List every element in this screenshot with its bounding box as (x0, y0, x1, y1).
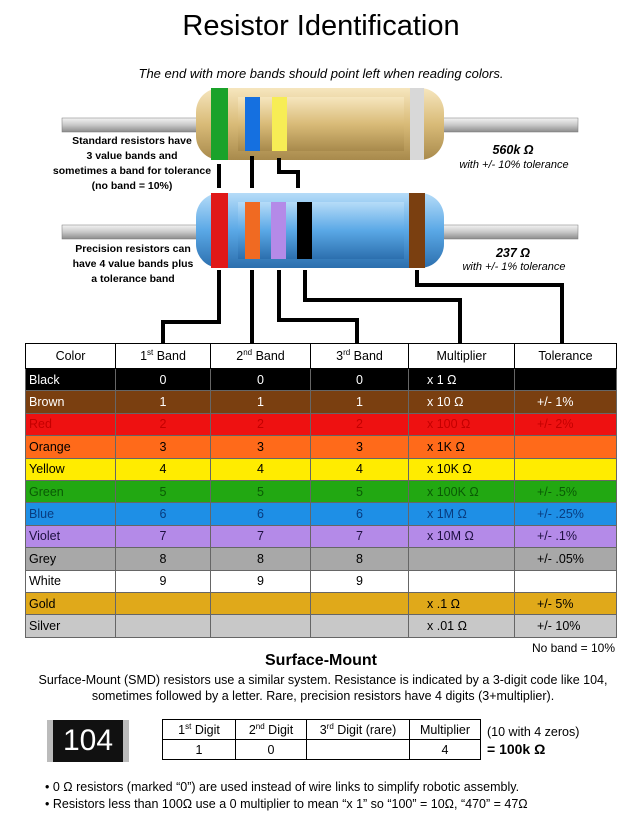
smd-header-multiplier: Multiplier (410, 720, 481, 740)
table-row (26, 391, 617, 413)
smd-title: Surface-Mount (265, 652, 377, 669)
multiplier-cell (409, 548, 515, 570)
tolerance-cell: +/- 5% (515, 592, 617, 614)
page-subtitle: The end with more bands should point left when reading colors. (138, 66, 504, 81)
band1-cell: 6 (116, 503, 211, 525)
band2-cell (211, 615, 311, 637)
table-row (26, 570, 617, 592)
color-name-cell: Brown (26, 391, 116, 413)
multiplier-cell: x 10 Ω (409, 391, 515, 413)
table-row (26, 436, 617, 458)
tolerance-cell: +/- .05% (515, 548, 617, 570)
table-row (26, 369, 617, 391)
band-empty (410, 88, 424, 160)
standard-note-line: (no band = 10%) (91, 180, 173, 192)
band3-cell: 3 (311, 436, 409, 458)
table-row (26, 548, 617, 570)
color-name-cell: Gold (26, 592, 116, 614)
standard-note-line: Standard resistors have (72, 135, 192, 147)
band1-cell (116, 615, 211, 637)
smd-description: Surface-Mount (SMD) resistors use a similar system. Resistance is indicated by a 3-digit code like 104, sometimes followed by a letter. Rare, precision resistors have 4 digits (3+multiplier). (38, 673, 608, 703)
band1-cell: 3 (116, 436, 211, 458)
band3-cell: 4 (311, 458, 409, 480)
band2-cell: 3 (211, 436, 311, 458)
smd-digit3-value (307, 740, 410, 760)
band1-cell (116, 592, 211, 614)
header-tolerance: Tolerance (515, 344, 617, 369)
standard-note-line: sometimes a band for tolerance (52, 165, 212, 177)
smd-digit1-value: 1 (163, 740, 236, 760)
table-row (26, 615, 617, 637)
multiplier-cell: x 10M Ω (409, 525, 515, 547)
header-color: Color (26, 344, 116, 369)
smd-digit2-value: 0 (236, 740, 307, 760)
standard-note (48, 134, 216, 194)
smd-digit-table (162, 719, 481, 760)
band-blue (245, 97, 260, 151)
multiplier-cell: x 100 Ω (409, 413, 515, 435)
table-row (26, 592, 617, 614)
color-name-cell: Silver (26, 615, 116, 637)
header-multiplier: Multiplier (409, 344, 515, 369)
wire-multiplier (305, 272, 460, 341)
bullet-item: • 0 Ω resistors (marked “0”) are used instead of wire links to simplify robotic assembly. (45, 780, 520, 794)
band2-cell: 7 (211, 525, 311, 547)
band3-cell (311, 615, 409, 637)
header-band1: 1st Band (116, 344, 211, 369)
band2-cell: 9 (211, 570, 311, 592)
left-lead (62, 118, 200, 132)
band2-cell: 6 (211, 503, 311, 525)
band2-cell: 1 (211, 391, 311, 413)
band1-cell: 4 (116, 458, 211, 480)
tolerance-cell: +/- 1% (515, 391, 617, 413)
band-black (297, 202, 312, 259)
color-name-cell: White (26, 570, 116, 592)
band-red (211, 193, 228, 268)
smd-result: = 100k Ω (487, 741, 546, 757)
band2-cell: 5 (211, 480, 311, 502)
page-title: Resistor Identification (182, 10, 460, 42)
band2-cell (211, 592, 311, 614)
table-header-row (26, 344, 617, 369)
smd-zeros-note: (10 with 4 zeros) (487, 725, 580, 739)
multiplier-cell: x .1 Ω (409, 592, 515, 614)
table-row (26, 525, 617, 547)
band3-cell: 1 (311, 391, 409, 413)
smd-header-row (163, 720, 481, 740)
band-orange (245, 202, 260, 259)
band-violet (271, 202, 286, 259)
table-row (26, 458, 617, 480)
tolerance-cell (515, 369, 617, 391)
precision-note-line: have 4 value bands plus (72, 258, 194, 270)
color-name-cell: Orange (26, 436, 116, 458)
standard-value: 560k Ω (492, 143, 534, 157)
multiplier-cell: x 10K Ω (409, 458, 515, 480)
standard-tolerance: with +/- 10% tolerance (459, 159, 569, 171)
precision-note-line: Precision resistors can (75, 243, 191, 255)
band2-cell: 2 (211, 413, 311, 435)
right-lead (436, 225, 578, 239)
multiplier-cell: x 100K Ω (409, 480, 515, 502)
tolerance-cell (515, 570, 617, 592)
color-name-cell: Red (26, 413, 116, 435)
smd-chip-code: 104 (62, 724, 114, 757)
band2-cell: 4 (211, 458, 311, 480)
band1-cell: 0 (116, 369, 211, 391)
band-brown (409, 193, 425, 268)
color-name-cell: Blue (26, 503, 116, 525)
smd-header-digit3: 3rd Digit (rare) (307, 720, 410, 740)
smd-value-row (163, 740, 481, 760)
header-band2: 2nd Band (211, 344, 311, 369)
table-row (26, 480, 617, 502)
table-row (26, 413, 617, 435)
color-name-cell: Violet (26, 525, 116, 547)
color-name-cell: Green (26, 480, 116, 502)
smd-header-digit1: 1st Digit (163, 720, 236, 740)
multiplier-cell: x .01 Ω (409, 615, 515, 637)
tolerance-cell (515, 458, 617, 480)
band3-cell: 2 (311, 413, 409, 435)
band3-cell: 5 (311, 480, 409, 502)
color-name-cell: Grey (26, 548, 116, 570)
multiplier-cell (409, 570, 515, 592)
color-code-table (25, 343, 617, 638)
band3-cell: 8 (311, 548, 409, 570)
tolerance-cell: +/- .25% (515, 503, 617, 525)
smd-header-digit2: 2nd Digit (236, 720, 307, 740)
band3-cell: 7 (311, 525, 409, 547)
tolerance-cell: +/- 10% (515, 615, 617, 637)
smd-multiplier-value: 4 (410, 740, 481, 760)
table-row (26, 503, 617, 525)
bullet-item: • Resistors less than 100Ω use a 0 multiplier to mean “x 1” so “100” = 10Ω, “470” = 47Ω (45, 797, 528, 811)
color-name-cell: Yellow (26, 458, 116, 480)
precision-value: 237 Ω (495, 246, 531, 260)
multiplier-cell: x 1 Ω (409, 369, 515, 391)
tolerance-cell: +/- 2% (515, 413, 617, 435)
tolerance-cell: +/- .1% (515, 525, 617, 547)
header-band3: 3rd Band (311, 344, 409, 369)
precision-note-line: a tolerance band (91, 273, 175, 285)
band1-cell: 1 (116, 391, 211, 413)
band3-cell (311, 592, 409, 614)
band2-cell: 8 (211, 548, 311, 570)
band-yellow (272, 97, 287, 151)
multiplier-cell: x 1M Ω (409, 503, 515, 525)
band1-cell: 9 (116, 570, 211, 592)
precision-note (58, 242, 208, 287)
band3-cell: 9 (311, 570, 409, 592)
multiplier-cell: x 1K Ω (409, 436, 515, 458)
standard-note-line: 3 value bands and (86, 150, 178, 162)
band1-cell: 2 (116, 413, 211, 435)
wire-tolerance (417, 272, 562, 341)
band3-cell: 0 (311, 369, 409, 391)
band3-cell: 6 (311, 503, 409, 525)
band1-cell: 7 (116, 525, 211, 547)
color-name-cell: Black (26, 369, 116, 391)
band2-cell: 0 (211, 369, 311, 391)
tolerance-cell: +/- .5% (515, 480, 617, 502)
resistor-neck (238, 202, 404, 259)
wire-band3 (279, 272, 357, 341)
left-lead (62, 225, 200, 239)
band1-cell: 8 (116, 548, 211, 570)
tolerance-cell (515, 436, 617, 458)
precision-tolerance: with +/- 1% tolerance (462, 261, 566, 273)
band1-cell: 5 (116, 480, 211, 502)
no-band-note: No band = 10% (531, 641, 615, 655)
wire-3a (279, 160, 298, 186)
resistor-neck (238, 97, 404, 151)
right-lead (436, 118, 578, 132)
